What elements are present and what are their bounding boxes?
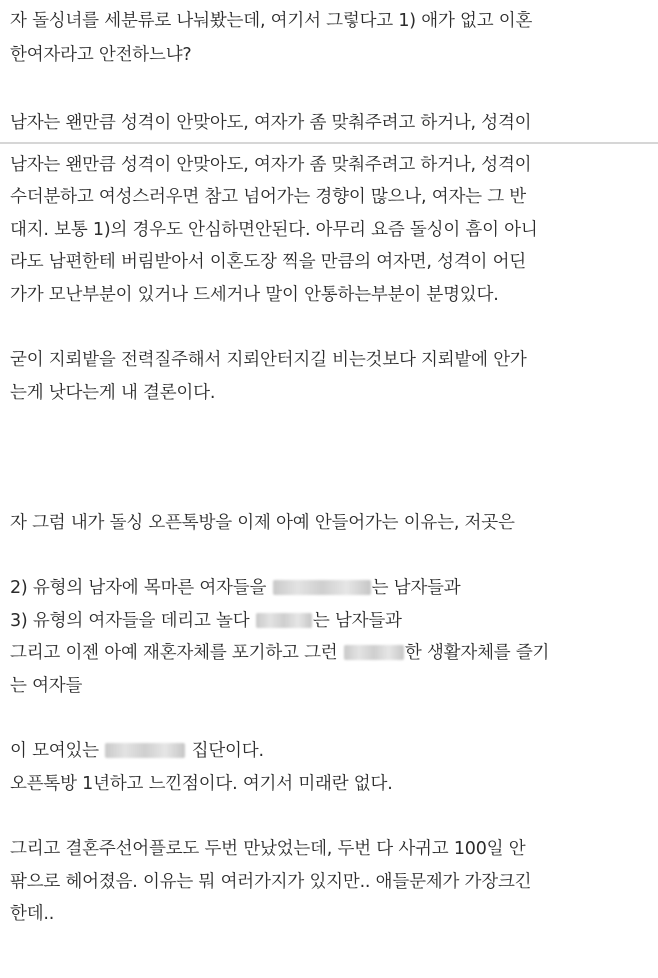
text-fragment: 한 생활자체를 즐기 — [404, 643, 550, 663]
list-item — [10, 604, 402, 638]
text-line — [10, 734, 264, 768]
text-line: 가가 모난부분이 있거나 드세거나 말이 안통하는부분이 분명있다. — [10, 285, 499, 305]
text-line: 한여자라고 안전하느냐? — [10, 45, 192, 65]
text-line: 굳이 지뢰밭을 전력질주해서 지뢰안터지길 비는것보다 지뢰밭에 안가 — [10, 350, 527, 370]
text-fragment: 집단이다. — [191, 741, 264, 761]
text-fragment: 3) 유형의 여자들을 데리고 놀다 — [10, 611, 250, 631]
text-fragment: 는 남자들과 — [312, 611, 402, 631]
text-line: 자 그럼 내가 돌싱 오픈톡방을 이제 아예 안들어가는 이유는, 저곳은 — [10, 513, 515, 533]
censored-text — [256, 613, 312, 628]
text-line: 남자는 왠만큼 성격이 안맞아도, 여자가 좀 맞춰주려고 하거나, 성격이 — [10, 155, 532, 175]
text-line: 한데.. — [10, 904, 55, 924]
text-fragment: 그리고 이젠 아예 재혼자체를 포기하고 그런 — [10, 643, 338, 663]
text-fragment: 는 남자들과 — [371, 578, 461, 598]
text-line: 는 여자들 — [10, 676, 83, 696]
text-line: 그리고 결혼주선어플로도 두번 만났었는데, 두번 다 사귀고 100일 안 — [10, 839, 526, 859]
text-line: 라도 남편한테 버림받아서 이혼도장 찍을 만큼의 여자면, 성격이 어딘 — [10, 252, 527, 272]
censored-text — [344, 645, 404, 660]
text-line: 남자는 왠만큼 성격이 안맞아도, 여자가 좀 맞춰주려고 하거나, 성격이 — [10, 113, 532, 133]
text-line: 수더분하고 여성스러우면 참고 넘어가는 경향이 많으나, 여자는 그 반 — [10, 187, 527, 207]
censored-text — [273, 580, 371, 595]
text-fragment: 이 모여있는 — [10, 741, 99, 761]
text-line — [10, 636, 549, 670]
top-excerpt — [0, 0, 658, 142]
text-fragment: 2) 유형의 남자에 목마른 여자들을 — [10, 578, 267, 598]
text-line: 팎으로 헤어졌음. 이유는 뭐 여러가지가 있지만.. 애들문제가 가장크긴 — [10, 872, 532, 892]
main-post-body — [0, 144, 658, 978]
censored-text — [105, 743, 185, 758]
text-line: 오픈톡방 1년하고 느낀점이다. 여기서 미래란 없다. — [10, 774, 393, 794]
text-line: 자 돌싱녀를 세분류로 나눠봤는데, 여기서 그렇다고 1) 애가 없고 이혼 — [10, 11, 533, 31]
text-line: 는게 낫다는게 내 결론이다. — [10, 383, 216, 403]
list-item — [10, 571, 460, 605]
text-line: 대지. 보통 1)의 경우도 안심하면안된다. 아무리 요즘 돌싱이 흠이 아니 — [10, 220, 538, 240]
